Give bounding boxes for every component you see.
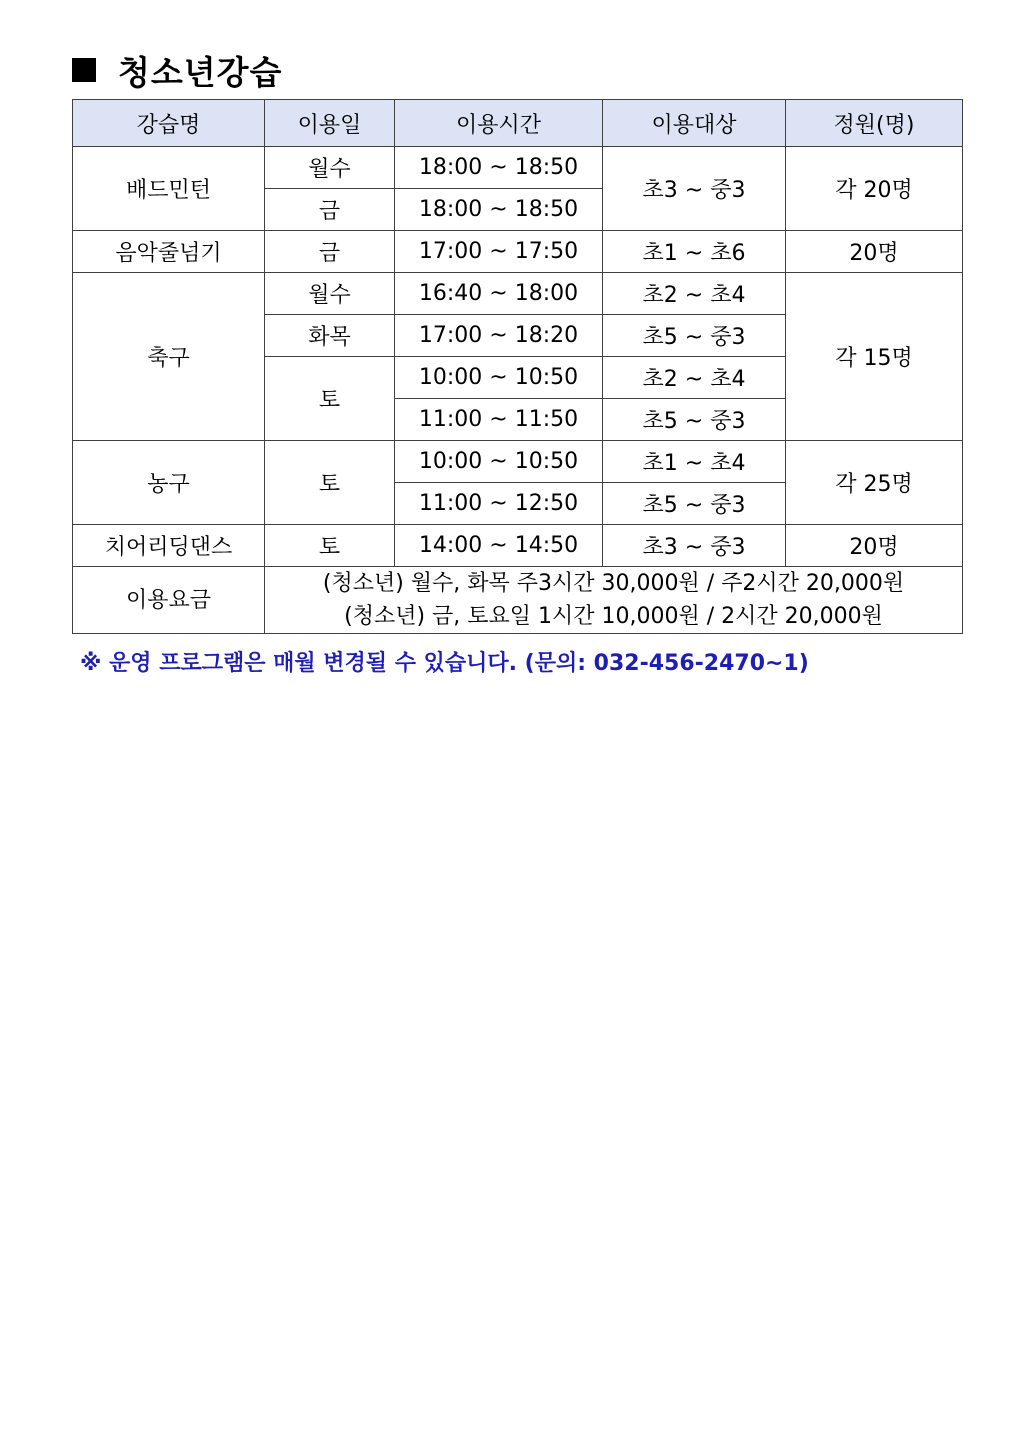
time-cell: 11:00 ~ 11:50: [395, 399, 603, 441]
section-heading: [72, 48, 282, 92]
time-cell: 18:00 ~ 18:50: [395, 147, 603, 189]
time-cell: 18:00 ~ 18:50: [395, 189, 603, 231]
time-cell: 17:00 ~ 17:50: [395, 231, 603, 273]
time-cell: 14:00 ~ 14:50: [395, 525, 603, 567]
time-cell: 10:00 ~ 10:50: [395, 441, 603, 483]
header-day: 이용일: [265, 100, 395, 147]
day-cell: 금: [265, 189, 395, 231]
table-row: [73, 231, 963, 273]
class-name-cell: 배드민턴: [73, 147, 265, 231]
time-cell: 11:00 ~ 12:50: [395, 483, 603, 525]
fee-label-cell: 이용요금: [73, 567, 265, 634]
target-cell: 초2 ~ 초4: [603, 273, 786, 315]
target-cell: 초5 ~ 중3: [603, 483, 786, 525]
header-target: 이용대상: [603, 100, 786, 147]
table-row: [73, 441, 963, 483]
target-cell: 초3 ~ 중3: [603, 147, 786, 231]
time-cell: 10:00 ~ 10:50: [395, 357, 603, 399]
target-cell: 초5 ~ 중3: [603, 399, 786, 441]
capacity-cell: 20명: [786, 525, 963, 567]
table-header-row: [73, 100, 963, 147]
class-name-cell: 음악줄넘기: [73, 231, 265, 273]
capacity-cell: 각 20명: [786, 147, 963, 231]
day-cell: 월수: [265, 273, 395, 315]
table-row: [73, 273, 963, 315]
day-cell: 토: [265, 357, 395, 441]
table-row: [73, 147, 963, 189]
time-cell: 17:00 ~ 18:20: [395, 315, 603, 357]
schedule-table: [72, 99, 963, 634]
section-title: 청소년강습: [118, 52, 283, 92]
header-time: 이용시간: [395, 100, 603, 147]
table-row: [73, 525, 963, 567]
target-cell: 초2 ~ 초4: [603, 357, 786, 399]
class-name-cell: 농구: [73, 441, 265, 525]
class-name-cell: 치어리딩댄스: [73, 525, 265, 567]
day-cell: 토: [265, 441, 395, 525]
capacity-cell: 각 25명: [786, 441, 963, 525]
fee-line: (청소년) 금, 토요일 1시간 10,000원 / 2시간 20,000원: [344, 604, 883, 629]
class-name-cell: 축구: [73, 273, 265, 441]
target-cell: 초3 ~ 중3: [603, 525, 786, 567]
table-row: [73, 567, 963, 634]
capacity-cell: 20명: [786, 231, 963, 273]
target-cell: 초5 ~ 중3: [603, 315, 786, 357]
day-cell: 토: [265, 525, 395, 567]
header-class-name: 강습명: [73, 100, 265, 147]
time-cell: 16:40 ~ 18:00: [395, 273, 603, 315]
target-cell: 초1 ~ 초6: [603, 231, 786, 273]
square-bullet-icon: [72, 58, 96, 82]
target-cell: 초1 ~ 초4: [603, 441, 786, 483]
day-cell: 금: [265, 231, 395, 273]
capacity-cell: 각 15명: [786, 273, 963, 441]
day-cell: 화목: [265, 315, 395, 357]
fee-line: (청소년) 월수, 화목 주3시간 30,000원 / 주2시간 20,000원: [322, 571, 905, 596]
header-capacity: 정원(명): [786, 100, 963, 147]
day-cell: 월수: [265, 147, 395, 189]
notice-text: ※ 운영 프로그램은 매월 변경될 수 있습니다. (문의: 032-456-2470~1): [80, 651, 809, 676]
fee-detail-cell: [265, 567, 963, 634]
